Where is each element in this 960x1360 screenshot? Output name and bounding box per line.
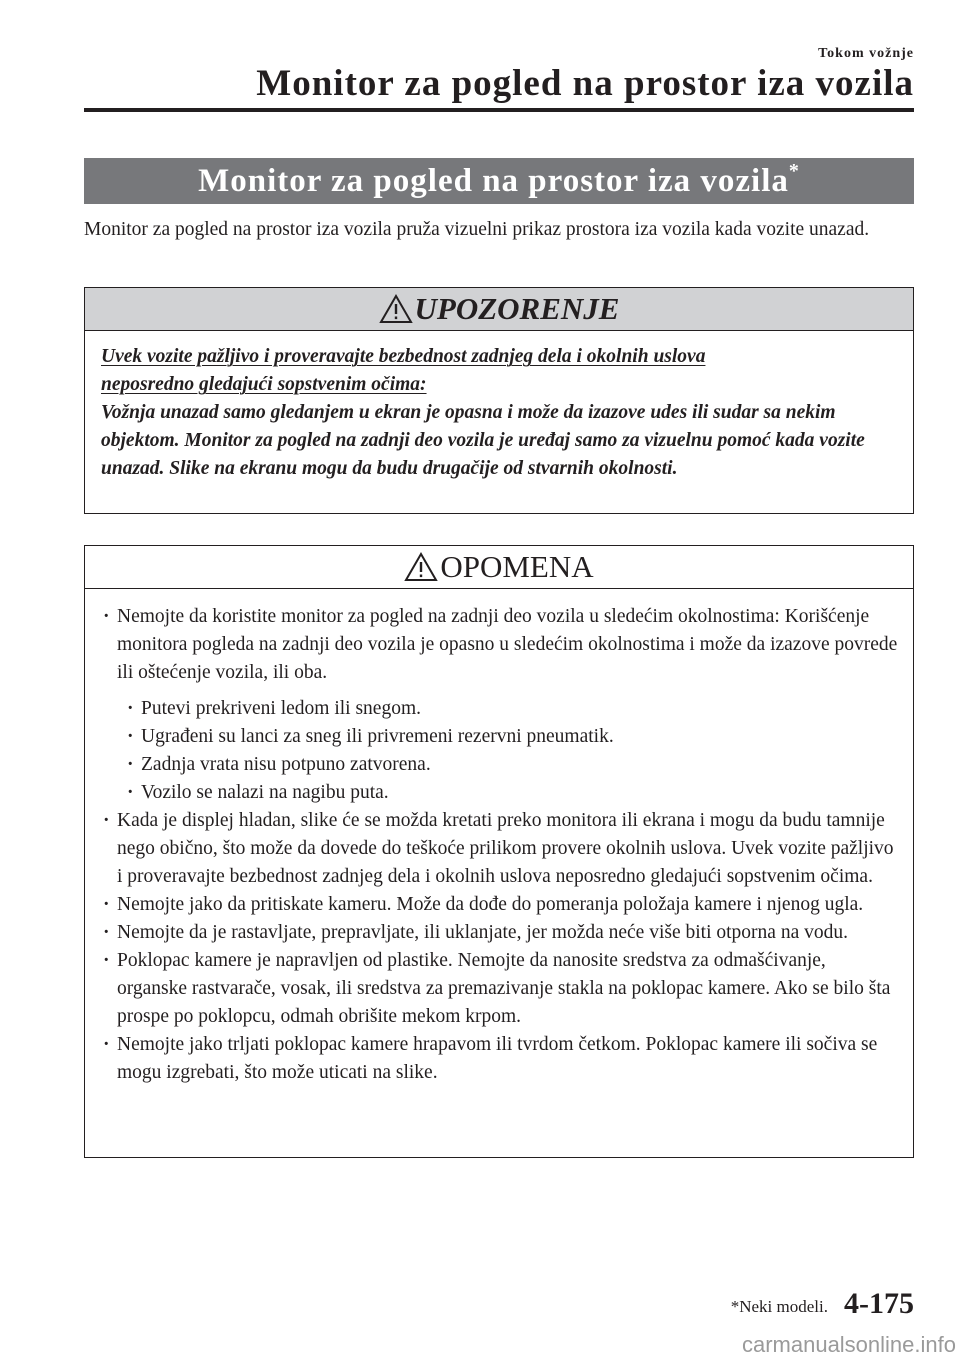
warning-triangle-icon [379, 294, 413, 324]
section-banner [84, 158, 914, 204]
header-rule [84, 108, 914, 112]
caution-title: OPOMENA [440, 549, 594, 584]
warning-body [85, 331, 913, 483]
list-item: · Nemojte da je rastavljate, prepravljate, ili uklanjate, jer možda neće više biti otporna na vodu. [101, 919, 899, 947]
sub-list-item: · Zadnja vrata nisu potpuno zatvorena. [125, 751, 899, 779]
list-item: · Poklopac kamere je napravljen od plastike. Nemojte da nanosite sredstva za odmašćivanje, organske rastvarače, vosak, ili sredstva za premazivanje stakla na poklopac kamere. Ako se bilo šta prospe po poklopcu, odmah obrišite mekom krpom. [101, 947, 899, 1031]
warning-box [84, 287, 914, 514]
footnote: *Neki modeli. [730, 1297, 828, 1316]
warning-underlined-line2: neposredno gledajući sopstvenim očima: [101, 374, 427, 395]
sub-list [101, 695, 899, 807]
page-number: 4-175 [844, 1287, 914, 1320]
caution-header [85, 546, 913, 589]
list-item: · Kada je displej hladan, slike će se možda kretati preko monitora ili ekrana i mogu da budu tamnije nego obično, što može da dovede do teškoće prilikom provere okolnih uslova. Uvek vozite pažljivo i proveravajte bezbednost zadnjeg dela i okolnih uslova neposredno gledajući sopstvenim očima. [101, 807, 899, 891]
header-section-label: Tokom vožnje [818, 46, 914, 61]
sub-list-item: · Ugrađeni su lanci za sneg ili privremeni rezervni pneumatik. [125, 723, 899, 751]
header-title: Monitor za pogled na prostor iza vozila [256, 63, 914, 104]
caution-body [85, 589, 913, 1087]
list-item: · Nemojte jako trljati poklopac kamere hrapavom ili tvrdom četkom. Poklopac kamere ili sočiva se mogu izgrebati, što može uticati na slike. [101, 1031, 899, 1087]
list-item: · Nemojte da koristite monitor za pogled na zadnji deo vozila u sledećim okolnostima: Korišćenje monitora pogleda na zadnji deo vozila je opasno u sledećim okolnostima i može da izazove povrede ili oštećenje vozila, ili oba. [101, 603, 899, 687]
list-item: · Nemojte jako da pritiskate kameru. Može da dođe do pomeranja položaja kamere i njenog ugla. [101, 891, 899, 919]
caution-box [84, 545, 914, 1158]
sub-list-item: · Vozilo se nalazi na nagibu puta. [125, 779, 899, 807]
watermark: carmanualsonline.info [741, 1332, 956, 1357]
intro-paragraph: Monitor za pogled na prostor iza vozila pruža vizuelni prikaz prostora iza vozila kada vozite unazad. [84, 219, 870, 240]
sub-list-item: · Putevi prekriveni ledom ili snegom. [125, 695, 899, 723]
warning-header [85, 288, 913, 331]
warning-underlined-line1: Uvek vozite pažljivo i proveravajte bezbednost zadnjeg dela i okolnih uslova [101, 346, 706, 367]
warning-title: UPOZORENJE [414, 291, 620, 326]
section-asterisk: * [788, 160, 800, 182]
warning-triangle-icon [404, 552, 438, 582]
section-title: Monitor za pogled na prostor iza vozila [198, 163, 789, 199]
warning-text: Vožnja unazad samo gledanjem u ekran je opasna i može da izazove udes ili sudar sa nekim objektom. Monitor za pogled na zadnji deo vozila je uređaj samo za vizuelnu pomoć kada vozite unazad. Slike na ekranu mogu da budu drugačije od stvarnih okolnosti. [101, 402, 865, 479]
